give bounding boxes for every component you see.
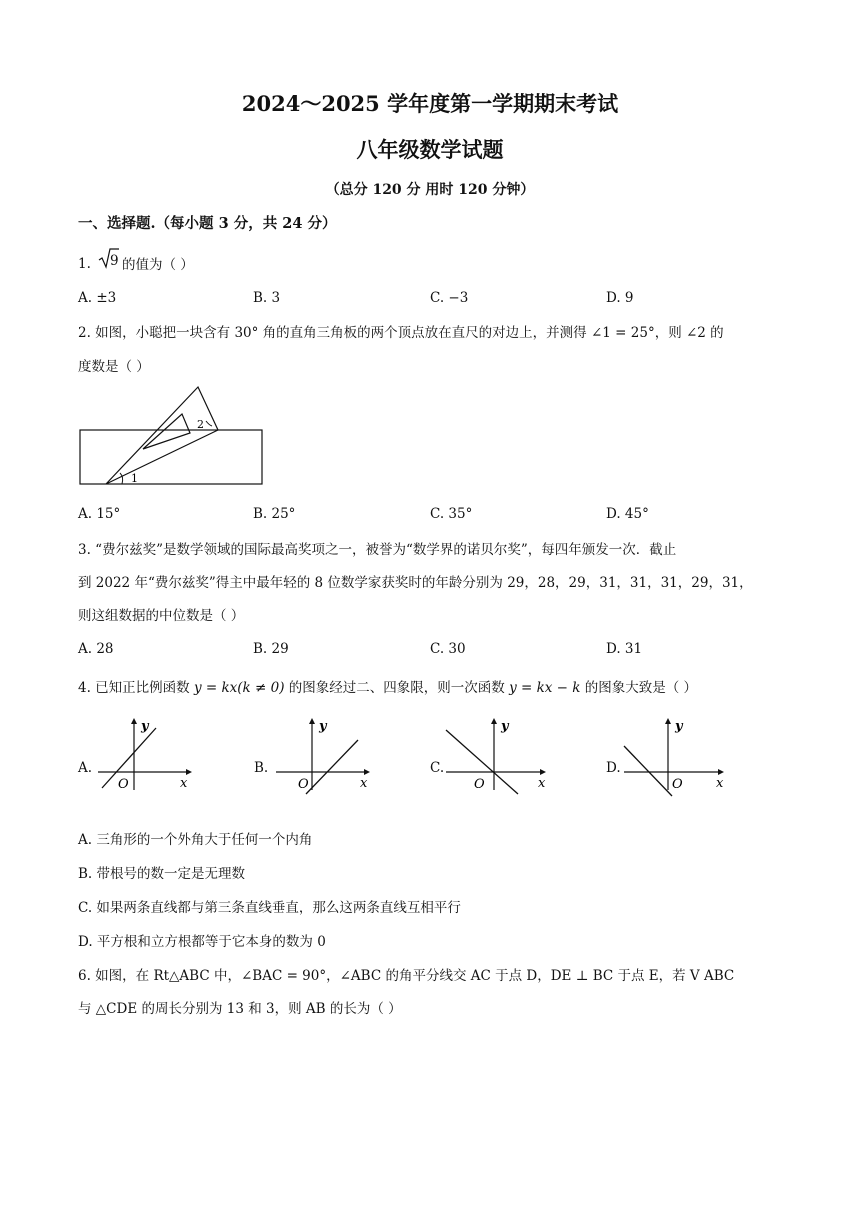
q1-option-b: B. 3 xyxy=(253,290,281,306)
graph-c-x-label: x xyxy=(538,776,546,791)
angle-1-label: 1 xyxy=(131,472,138,485)
graph-d-x-label: x xyxy=(716,776,724,791)
ruler-triangle-figure xyxy=(78,385,268,487)
graph-a xyxy=(94,716,194,796)
graph-b xyxy=(272,716,372,796)
graph-c-label: C. xyxy=(430,760,445,776)
graph-b-y-label: y xyxy=(319,719,327,734)
q1-option-d: D. 9 xyxy=(606,290,634,306)
q5-option-c: C. 如果两条直线都与第三条直线垂直，那么这两条直线互相平行 xyxy=(78,900,461,916)
graph-d-origin: O xyxy=(672,777,683,792)
q2-option-d: D. 45° xyxy=(606,506,649,522)
q3-option-b: B. 29 xyxy=(253,641,289,657)
q2-option-a: A. 15° xyxy=(78,506,121,522)
exam-subtitle: 八年级数学试题 xyxy=(356,137,504,162)
q2-line-1: 2. 如图，小聪把一块含有 30° 角的直角三角板的两个顶点放在直尺的对边上，并测得 ∠1 = 25°，则 ∠2 的 xyxy=(78,325,724,341)
angle-2-label: 2 xyxy=(197,418,204,431)
graph-c-y-label: y xyxy=(501,719,509,734)
q4-formula-2: y = kx − k xyxy=(509,680,581,696)
q3-line-3: 则这组数据的中位数是（ ） xyxy=(78,608,245,624)
q1-option-a: A. ±3 xyxy=(78,290,117,306)
graph-c-origin: O xyxy=(474,777,485,792)
q6-line-1: 6. 如图，在 Rt△ABC 中，∠BAC = 90°，∠ABC 的角平分线交 AC 于点 D，DE ⊥ BC 于点 E，若 V ABC xyxy=(78,968,735,984)
q1-text: 的值为（ ） xyxy=(122,257,194,273)
q3-option-a: A. 28 xyxy=(78,641,114,657)
q2-option-b: B. 25° xyxy=(253,506,296,522)
q4-formula-1: y = kx(k ≠ 0) xyxy=(193,680,285,696)
graph-c xyxy=(442,716,552,796)
graph-d xyxy=(620,716,730,796)
graph-b-label: B. xyxy=(254,760,269,776)
q6-line-2: 与 △CDE 的周长分别为 13 和 3，则 AB 的长为（ ） xyxy=(78,1001,402,1017)
q2-option-c: C. 35° xyxy=(430,506,473,522)
q3-option-c: C. 30 xyxy=(430,641,466,657)
q4-mid: 的图象经过二、四象限，则一次函数 xyxy=(284,680,510,696)
section-heading: 一、选择题.（每小题 3 分，共 24 分） xyxy=(78,215,337,232)
graph-b-origin: O xyxy=(298,777,309,792)
q2-line-2: 度数是（ ） xyxy=(78,359,150,375)
graph-a-origin: O xyxy=(118,777,129,792)
graph-a-label: A. xyxy=(78,760,93,776)
graph-a-x-label: x xyxy=(180,776,188,791)
q4-pre: 4. 已知正比例函数 xyxy=(78,680,194,696)
exam-info: （总分 120 分 用时 120 分钟） xyxy=(325,182,535,198)
graph-d-y-label: y xyxy=(675,719,683,734)
q3-line-2: 到 2022 年“费尔兹奖”得主中最年轻的 8 位数学家获奖时的年龄分别为 29，28，29，31，31，31，29，31， xyxy=(78,575,753,591)
q5-option-a: A. 三角形的一个外角大于任何一个内角 xyxy=(78,832,313,848)
graph-a-y-label: y xyxy=(141,719,149,734)
q1-number: 1. xyxy=(78,256,91,272)
q3-line-1: 3. “费尔兹奖”是数学领域的国际最高奖项之一，被誉为“数学界的诺贝尔奖”，每四年颁发一次．截止 xyxy=(78,542,677,558)
q3-option-d: D. 31 xyxy=(606,641,643,657)
graph-d-label: D. xyxy=(606,760,621,776)
q4-post: 的图象大致是（ ） xyxy=(580,680,698,696)
exam-title: 2024～2025 学年度第一学期期末考试 xyxy=(241,91,619,116)
q4-text xyxy=(78,678,697,698)
graph-b-x-label: x xyxy=(360,776,368,791)
q5-option-b: B. 带根号的数一定是无理数 xyxy=(78,866,246,882)
q1-option-c: C. −3 xyxy=(430,290,469,306)
q5-option-d: D. 平方根和立方根都等于它本身的数为 0 xyxy=(78,934,326,950)
q1-radicand: 9 xyxy=(110,253,119,269)
